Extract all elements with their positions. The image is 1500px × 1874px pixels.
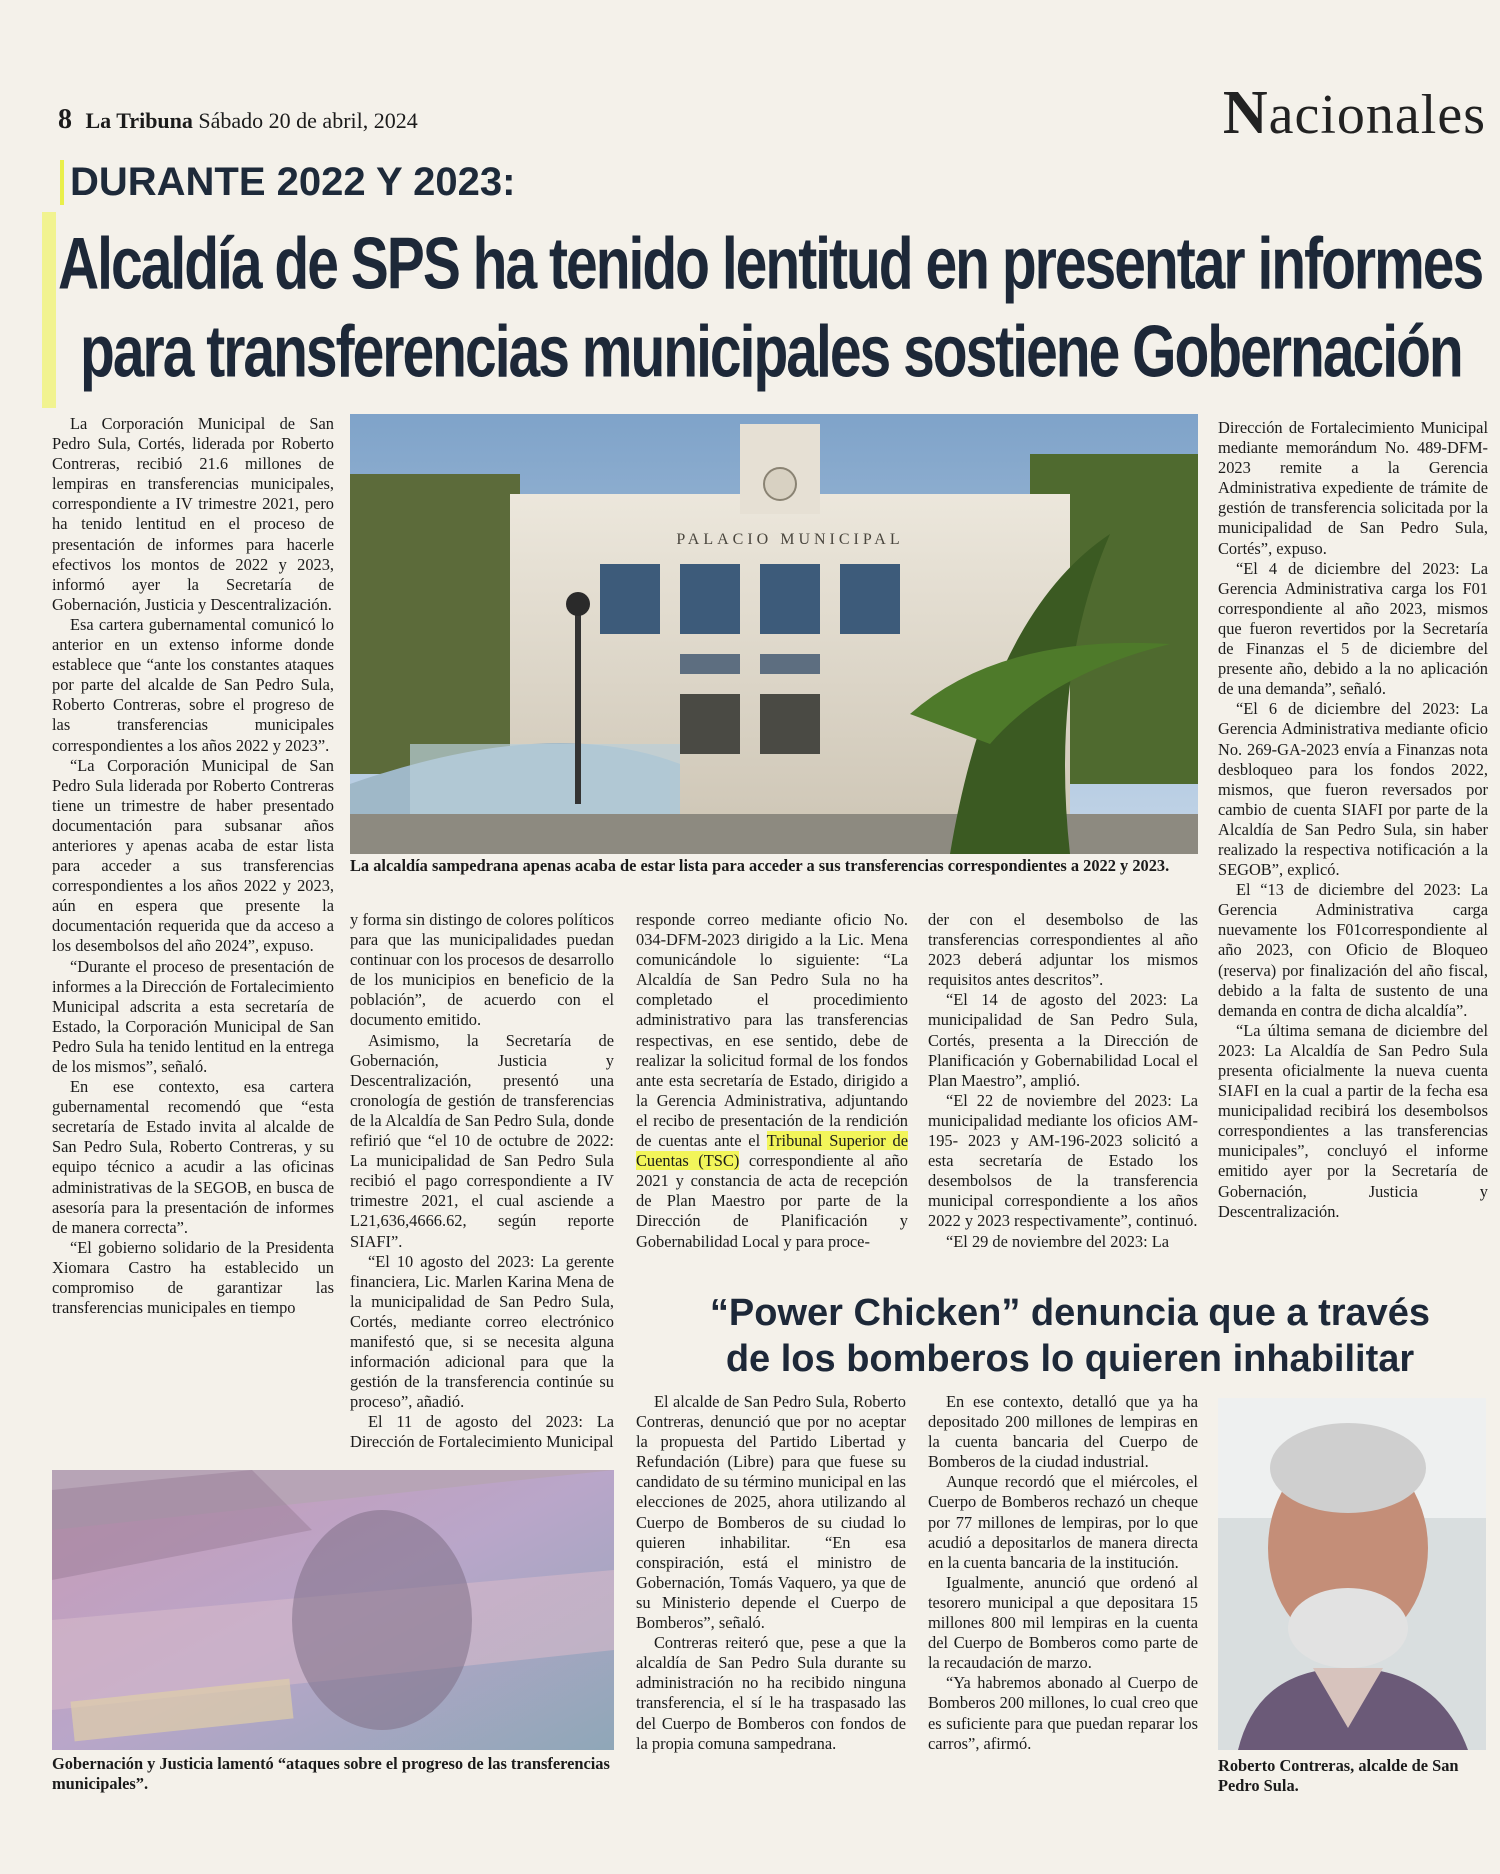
paragraph: Igualmente, anunció que ordenó al tesorero municipal a que depositara 15 millones 800 mil lempiras en la cuenta del Cuerpo de Bomberos como parte de la recaudación de marzo. [928,1572,1198,1673]
page-number: 8 [58,104,72,135]
section-title-initial: N [1222,79,1269,147]
paragraph: “El 14 de agosto del 2023: La municipalidad de San Pedro Sula, Cortés, presenta a la Dirección de Planificación y Gobernabilidad Local el Plan Maestro”, amplió. [928,990,1198,1090]
folio [58,104,418,136]
paragraph: y forma sin distingo de colores políticos para que las municipalidades puedan continuar con los procesos de desarrollo de los municipios en beneficio de la población”, de acuerdo con el documento emitido. [350,910,614,1030]
paragraph: En ese contexto, esa cartera gubernamental recomendó que “esta secretaría de Estado invita al alcalde de San Pedro Sula, Roberto Contreras, y su equipo técnico a acudir a las oficinas administrativas de la SEGOB, en busca de asesoría para la presentación de informes de manera correcta”. [52,1077,334,1237]
main-photo-caption: La alcaldía sampedrana apenas acaba de estar lista para acceder a sus transferencias correspondientes a 2022 y 2023. [350,856,1170,875]
palacio-municipal-image [350,414,1198,854]
paragraph: Asimismo, la Secretaría de Gobernación, Justicia y Descentralización, presentó una cronología de gestión de transferencias de la Alcaldía de San Pedro Sula, donde refirió que “el 10 de octubre de 2022: La municipalidad de San Pedro Sula recibió el pago correspondiente a IV trimestre 2021, el cual asciende a L21,636,4666.62, según reporte SIAFI”. [350,1030,614,1251]
banknotes-caption: Gobernación y Justicia lamentó “ataques sobre el progreso de las transferencias municipales”. [52,1754,610,1793]
paragraph: “Ya habremos abonado al Cuerpo de Bomberos 200 millones, lo cual creo que es suficiente para que puedan reparar los carros”, afirmó. [928,1673,1198,1753]
newspaper-name: La Tribuna [85,108,193,133]
article1-column-2 [350,910,614,1453]
roberto-contreras-photo [1218,1398,1486,1750]
kicker: DURANTE 2022 Y 2023: [60,160,515,205]
paragraph: Contreras reiteró que, pese a que la alcaldía de San Pedro Sula durante su administración no ha recibido ninguna transferencia, el sí le ha traspasado las del Cuerpo de Bomberos con fondos de la propia comuna sampedrana. [636,1633,906,1753]
paragraph: “El 29 de noviembre del 2023: La [946,1231,1170,1251]
palacio-municipal-photo [350,414,1198,854]
headline-line-1: Alcaldía de SPS ha tenido lentitud en presentar informes [58,223,1483,306]
paragraph: La Corporación Municipal de San Pedro Sula, Cortés, liderada por Roberto Contreras, recibió 21.6 millones de lempiras en transferencias municipales, correspondiente a IV trimestre 2021, pero ha tenido lentitud en el proceso de presentación de informes para hacerle efectivos los montos de 2022 y 2023, informó ayer la Secretaría de Gobernación, Justicia y Descentralización. [52,414,334,614]
text-run: responde correo mediante oficio No. 034-DFM-2023 dirigido a la Lic. Mena comunicándole lo siguiente: “La Alcaldía de San Pedro Sula no ha completado el procedimiento administrativo para las transferencias respectivas, en ese sentido, debe de realizar la solicitud formal de los fondos ante esta secretaría de Estado, dirigido a la Gerencia Administrativa, adjuntando el recibo de presentación de la rendición de cuentas ante el [636,910,908,1151]
highlighter-mark [42,212,56,408]
paragraph: Dirección de Fortalecimiento Municipal mediante memorándum No. 489-DFM- 2023 remite a la Gerencia Administrativa expediente de trámite de gestión de transferencia solicitada por la municipalidad de San Pedro Sula, Cortés”, expuso. [1218,418,1488,558]
article1-column-5 [1218,418,1488,1222]
paragraph: “La última semana de diciembre del 2023: La Alcaldía de San Pedro Sula presenta oficialmente la nueva cuenta SIAFI en la cual a partir de la fecha esa municipalidad recibirá los desembolsos correspondientes a las transferencias municipales”, concluyó el informe emitido ayer por la Secretaría de Gobernación, Justicia y Descentralización. [1218,1020,1488,1221]
paragraph: Esa cartera gubernamental comunicó lo anterior en un extenso informe donde establece que “ante los constantes ataques por parte del alcalde de San Pedro Sula, Roberto Contreras, sobre el progreso de las transferencias municipales correspondientes a los años 2022 y 2023”. [52,614,334,755]
portrait-caption: Roberto Contreras, alcalde de San Pedro Sula. [1218,1756,1459,1795]
section-title-rest: acionales [1268,84,1486,146]
article1-column-4 [928,910,1198,1252]
paragraph: “El 6 de diciembre del 2023: La Gerencia Administrativa mediante oficio No. 269-GA-2023 envía a Finanzas nota desbloqueo para los fondos 2022, mismos, que fueron reversados por cambio de cuenta SIAFI por parte de la Alcaldía de San Pedro Sula, sin haber realizado la respectiva notificación a la SEGOB”, explicó. [1218,699,1488,880]
paragraph: “El 4 de diciembre del 2023: La Gerencia Administrativa carga los F01 correspondiente al año 2023, mismos que fueron revertidos por la Secretaría de Finanzas el 5 de diciembre del presente año, debido a la no aplicación de una demanda”, señaló. [1218,558,1488,699]
issue-date: Sábado 20 de abril, 2024 [198,108,418,133]
section-title [1223,78,1486,149]
paragraph: El 11 de agosto del 2023: La Dirección de Fortalecimiento Municipal [350,1412,614,1452]
paragraph: “Durante el proceso de presentación de informes a la Dirección de Fortalecimiento Municipal adscrita a esta secretaría de Estado, la Corporación Municipal de San Pedro Sula ha tenido lentitud en la entrega de los mismos”, señaló. [52,956,334,1076]
paragraph: “El 22 de noviembre del 2023: La municipalidad mediante los oficios AM-195- 2023 y AM-196-2023 solicitó a esta secretaría de Estado los desembolsos de la transferencia municipal correspondiente a los años 2022 y 2023 respectivamente”, continuó. [928,1090,1198,1231]
article1-column-3 [636,910,908,1252]
paragraph: Aunque recordó que el miércoles, el Cuerpo de Bomberos rechazó un cheque por 77 millones de lempiras, por lo que acudió a depositarlos de manera directa en la cuenta bancaria de la institución. [928,1472,1198,1572]
paragraph: “El 10 agosto del 2023: La gerente financiera, Lic. Marlen Karina Mena de la municipalidad de San Pedro Sula, Cortés, mediante correo electrónico manifestó que, si se necesita alguna información adicional para que la gestión de la transferencia continúe su proceso”, añadió. [350,1251,614,1412]
paragraph [636,910,908,1252]
paragraph: “La Corporación Municipal de San Pedro Sula liderada por Roberto Contreras tiene un trimestre de haber presentado documentación para subsanar años anteriores y apenas acaba de estar lista para acceder a sus transferencias correspondientes a los años 2022 y 2023, aún en espera que presente la documentación requerida que da acceso a los desembolsos del año 2024”, expuso. [52,755,334,956]
highlighted-text: Tribunal Superior de Cuentas (TSC) [636,1131,908,1171]
paragraph: El “13 de diciembre del 2023: La Gerencia Administrativa carga nuevamente los F01correspondiente al año 2023, con Oficio de Bloqueo (reserva) por finalización del año fiscal, debido a la falta de sustento de una demanda en contra de dicha alcaldía”. [1218,880,1488,1020]
text-run: correspondiente al año 2021 y constancia de acta de recepción de Plan Maestro por parte de la Dirección de Planificación y Gobernabilidad Local y para proce- [636,1151,908,1251]
article2-column-1 [636,1392,906,1754]
article2-headline [650,1290,1490,1382]
paragraph: En ese contexto, detalló que ya ha depositado 200 millones de lempiras en la cuenta bancaria del Cuerpo de Bomberos de la ciudad industrial. [928,1392,1198,1472]
headline-line-2: para transferencias municipales sostiene Gobernación [80,311,1462,394]
paragraph: El alcalde de San Pedro Sula, Roberto Contreras, denunció que por no aceptar la propuesta del Partido Libertad y Refundación (Libre) para que fuese su candidato de su término municipal en las elecciones de 2025, ahora utilizando al Cuerpo de Bomberos de su ciudad lo quieren inhabilitar. “En esa conspiración, está el ministro de Gobernación, Tomás Vaquero, ya que de su Ministerio depende el Cuerpo de Bomberos”, señaló. [636,1392,906,1633]
paragraph: der con el desembolso de las transferencias correspondientes al año 2023 deberá adjuntar los mismos requisitos antes descritos”. [928,910,1198,990]
article2-headline-line-1: “Power Chicken” denuncia que a través [709,1292,1431,1334]
article2-column-2 [928,1392,1198,1754]
article2-headline-line-2: de los bomberos lo quieren inhabilitar [725,1338,1415,1380]
article1-column-1 [52,414,334,1318]
paragraph: “El gobierno solidario de la Presidenta Xiomara Castro ha establecido un compromiso de garantizar las transferencias municipales en tiempo [52,1237,334,1318]
building-sign: PALACIO MUNICIPAL [676,531,904,548]
portrait-image [1218,1398,1486,1750]
banknotes-image [52,1470,614,1750]
banknotes-photo [52,1470,614,1750]
